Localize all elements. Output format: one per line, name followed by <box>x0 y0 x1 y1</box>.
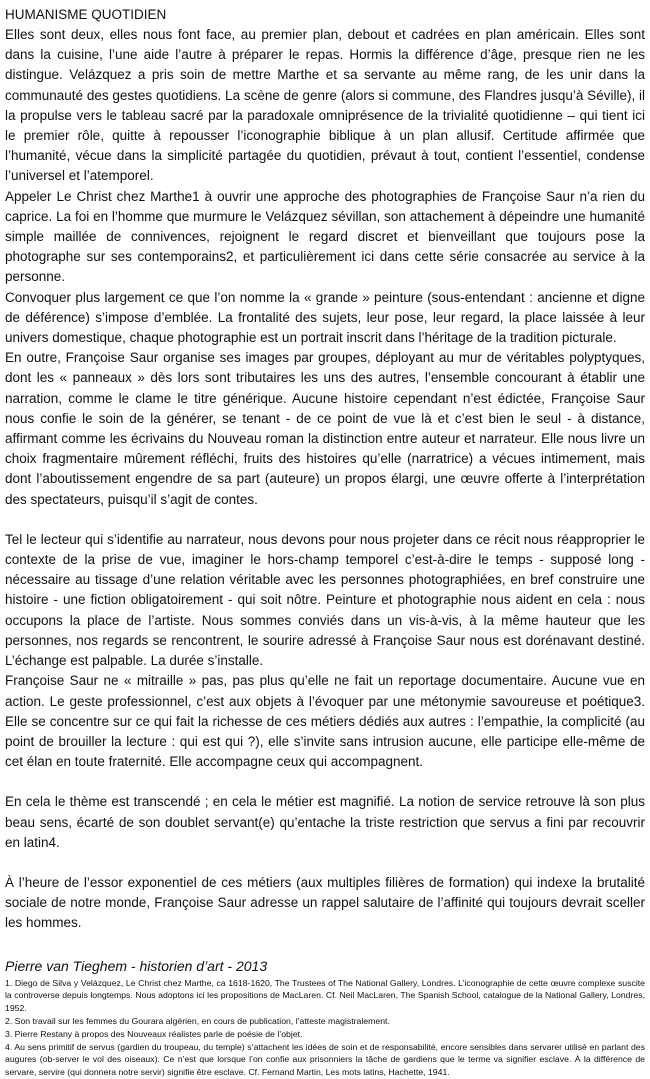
document-title: HUMANISME QUOTIDIEN <box>5 7 167 22</box>
footnote-4: 4. Au sens primitif de servus (gardien du troupeau, du temple) s’attachent les idées de soin et de responsabilité, encore sensibles dans servarer utilisé en parlant des augures (ob-server le vol des oiseaux). Ce n’est que lorsque l’on confie aux prisonniers la tâche de gardiens que le terme va signifier esclave. À la différence de servare, servire (qui donnera notre servir) signifie être esclave. Cf. Fernand Martin, Les mots latins, Hachette, 1941. <box>5 1041 645 1078</box>
paragraph-6: Françoise Saur ne « mitraille » pas, pas plus qu’elle ne fait un reportage documentaire. Aucune vue en action. Le geste professionnel, c’est aux objets à l’évoquer par une métonymie savoureuse et poétique3. Elle se concentre sur ce qui fait la richesse de ces métiers dédiés aux autres : l’empathie, la complicité (au point de brouiller la lecture : qui est qui ?), elle s’invite sans intrusion aucune, elle participe elle-même de cet élan en toute fraternité. Elle accompagne ceux qui accompagnent. <box>5 673 645 770</box>
paragraph-2: Appeler Le Christ chez Marthe1 à ouvrir une approche des photographies de Françoise Saur n’a rien du caprice. La foi en l’homme que murmure le Velázquez sévillan, son attachement à dépeindre une humanité simple maillée de connivences, rejoignent le regard discret et bienveillant que toujours pose la photographe sur ses contemporains2, et particulièrement ici dans cette série consacrée au service à la personne. <box>5 188 645 285</box>
paragraph-5: Tel le lecteur qui s’identifie au narrateur, nous devons pour nous projeter dans ce récit nous réapproprier le contexte de la prise de vue, imaginer le hors-champ temporel c’est-à-dire le temps - supposé long - nécessaire au tissage d’une relation véritable avec les personnes photographiées, en bref construire une histoire - une fiction obligatoirement - qui soit nôtre. Peinture et photographie nous aident en cela : nous occupons la place de l’artiste. Nous sommes conviés dans un vis-à-vis, à la même hauteur que les personnes, nos regards se rencontrent, le sourire adressé à Françoise Saur nous est dorénavant destiné. L’échange est palpable. La durée s’installe. <box>5 531 645 669</box>
paragraph-7: En cela le thème est transcendé ; en cela le métier est magnifié. La notion de service retrouve là son plus beau sens, écarté de son doublet servant(e) qu’entache la triste restriction que servus a fini par recouvrir en latin4. <box>5 794 645 850</box>
paragraph-3: Convoquer plus largement ce que l’on nomme la « grande » peinture (sous-entendant : ancienne et digne de déférence) s’impose d’emblée. La frontalité des sujets, leur pose, leur regard, la place laissée à leur univers domestique, chaque photographie est un portrait inscrit dans l’héritage de la tradition picturale. <box>5 289 645 346</box>
paragraph-8: À l’heure de l’essor exponentiel de ces métiers (aux multiples filières de formation) qui indexe la brutalité sociale de notre monde, Françoise Saur adresse un rappel salutaire de l’affinité qui toujours devrait sceller les hommes. <box>5 874 645 931</box>
document-page <box>5 5 645 1079</box>
footnote-3: 3. Pierre Restany à propos des Nouveaux réalistes parle de poésie de l’objet. <box>5 1028 303 1039</box>
footnote-2: 2. Son travail sur les femmes du Gourara algérien, en cours de publication, l’atteste magistralement. <box>5 1015 390 1026</box>
footnotes <box>5 977 645 1079</box>
paragraph-1: Elles sont deux, elles nous font face, au premier plan, debout et cadrées en plan américain. Elles sont dans la cuisine, l’une aide l’autre à préparer le repas. Hormis la différence d’âge, presque rien ne les distingue. Velázquez a pris soin de mettre Marthe et sa servante au même rang, de les unir dans la communauté des gestes quotidiens. La scène de genre (alors si commune, des Flandres jusqu’à Séville), il la propulse vers le tableau sacré par la paradoxale omniprésence de la trivialité quotidienne – qui tient ici le premier rôle, quitte à repousser l’iconographie biblique à un plan allusif. Certitude affirmée que l’humanité, vécue dans la simplicité partagée du quotidien, prévaut à tout, contient l’essentiel, condense l’universel et l’atemporel. <box>5 27 645 184</box>
paragraph-4: En outre, Françoise Saur organise ses images par groupes, déployant au mur de véritables polyptyques, dont les « panneaux » dès lors sont tributaires les uns des autres, l’ensemble concourant à établir une narration, comme le clame le titre générique. Aucune histoire cependant n’est édictée, Françoise Saur nous confie le soin de la générer, se tenant - de ce point de vue là et c’est bien le seul - à distance, affirmant comme les écrivains du Nouveau roman la distinction entre auteur et narrateur. Elle nous livre un choix fragmentaire mûrement réfléchi, fruits des histoires qu’elle (narratrice) a vécues intimement, mais dont l’aboutissement engendre de sa part (auteure) un propos élargi, une œuvre offerte à l’interprétation des spectateurs, puisqu’il s’agit de contes. <box>5 350 645 507</box>
footnote-1: 1. Diego de Silva y Velázquez, Le Christ chez Marthe, ca 1618-1620, The Trustees of The National Gallery, Londres. L’iconographie de cette œuvre complexe suscite la controverse depuis longtemps. Nous adoptons ici les propositions de MacLaren. Cf. Neil MacLaren, The Spanish School, catalogue de la National Gallery, Londres, 1952. <box>5 977 645 1014</box>
author-signature: Pierre van Tieghem - historien d’art - 2013 <box>5 957 268 974</box>
